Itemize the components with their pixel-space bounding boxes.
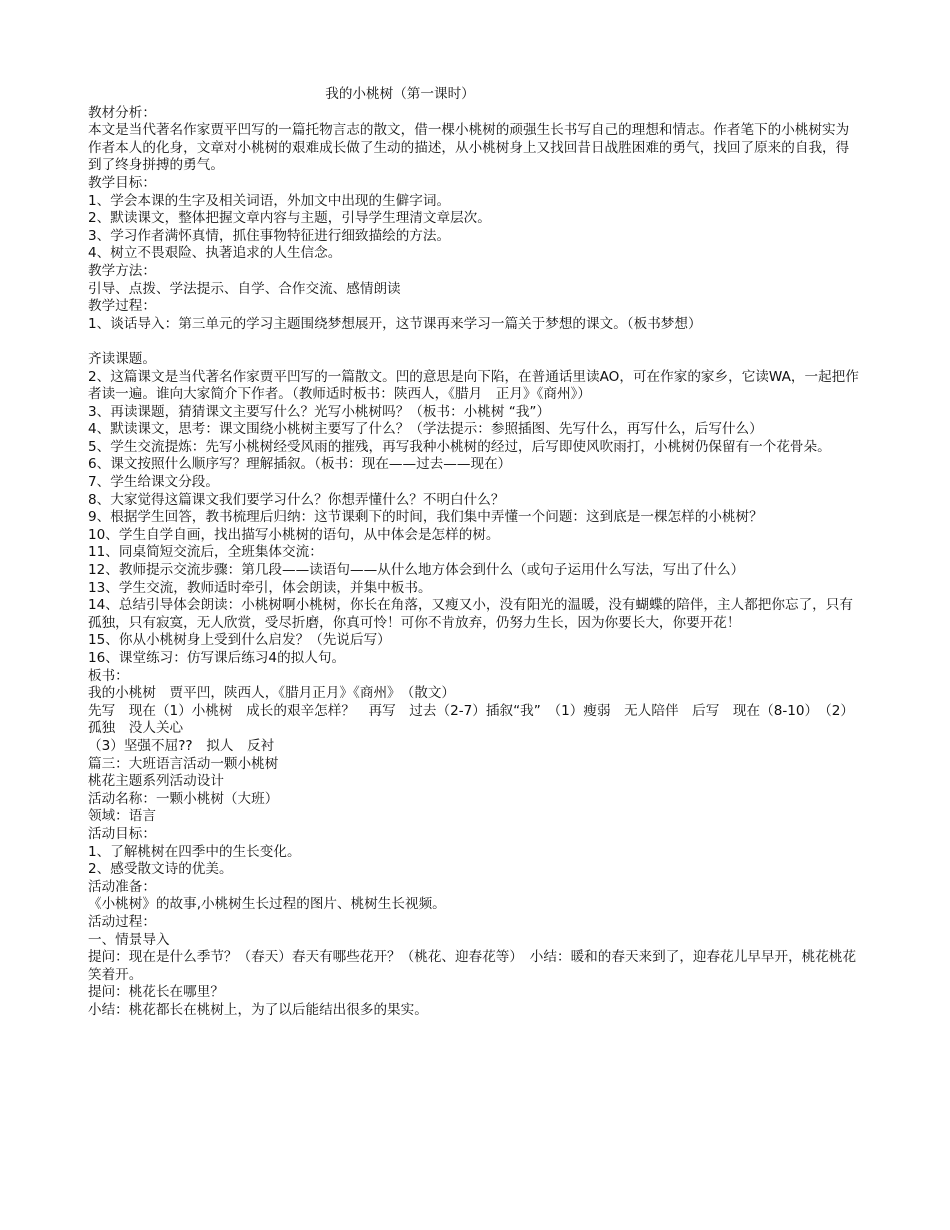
paragraph-line: 4、默读课文，思考：课文围绕小桃树主要写了什么？（学法提示：参照插图、先写什么，再写什么，后写什么） (88, 421, 763, 438)
paragraph-line: 教学目标： (88, 174, 156, 191)
paragraph-line: 1、了解桃树在四季中的生长变化。 (88, 843, 301, 860)
document-body (88, 105, 862, 1020)
paragraph-line: 齐读课题。 (88, 350, 156, 367)
paragraph-line: 13、学生交流，教师适时牵引，体会朗读，并集中板书。 (88, 579, 432, 596)
paragraph-line: 1、谈话导入：第三单元的学习主题围绕梦想展开，这节课再来学习一篇关于梦想的课文。（板书梦想） (88, 315, 702, 332)
paragraph-line: 一、情景导入 (88, 931, 170, 948)
paragraph-line: 16、课堂练习：仿写课后练习4的拟人句。 (88, 650, 346, 666)
paragraph-line: 4、树立不畏艰险、执著追求的人生信念。 (88, 245, 342, 262)
paragraph-line: 活动过程： (88, 913, 156, 930)
paragraph-line: 9、根据学生回答，教书梳理后归纳：这节课剩下的时间，我们集中弄懂一个问题：这到底是一棵怎样的小桃树？ (88, 509, 763, 526)
paragraph-line: 7、学生给课文分段。 (88, 474, 219, 491)
paragraph-line: 6、课文按照什么顺序写？理解插叙。（板书：现在——过去——现在） (88, 456, 512, 473)
paragraph-line: 11、同桌简短交流后，全班集体交流： (88, 544, 323, 561)
paragraph-line: 小结：桃花都长在桃树上，为了以后能结出很多的果实。 (88, 1001, 428, 1018)
paragraph-line: 5、学生交流提炼：先写小桃树经受风雨的摧残，再写我种小桃树的经过，后写即使风吹雨打，小桃树仍保留有一个花骨朵。 (88, 438, 831, 455)
paragraph-line: 8、大家觉得这篇课文我们要学习什么？你想弄懂什么？不明白什么？ (88, 491, 505, 508)
paragraph-line: 提问：现在是什么季节？（春天）春天有哪些花开？（桃花、迎春花等） 小结：暖和的春天来到了，迎春花儿早早开，桃花桃花笑着开。 (88, 949, 857, 983)
paragraph-line: 教学方法： (88, 262, 156, 279)
paragraph-line: 领域：语言 (88, 808, 156, 825)
paragraph-line: 3、学习作者满怀真情，抓住事物特征进行细致描绘的方法。 (88, 227, 451, 244)
paragraph-line: 提问：桃花长在哪里？ (88, 984, 224, 1001)
paragraph-line: 2、感受散文诗的优美。 (88, 861, 233, 878)
paragraph-line: 活动目标： (88, 825, 156, 842)
paragraph-line: 10、学生自学自画，找出描写小桃树的语句，从中体会是怎样的树。 (88, 526, 500, 543)
paragraph-line: 活动准备： (88, 878, 156, 895)
paragraph-line: 篇三：大班语言活动一颗小桃树 (88, 755, 279, 772)
paragraph-line: 教学过程： (88, 298, 156, 315)
paragraph-line: 《小桃树》的故事,小桃树生长过程的图片、桃树生长视频。 (88, 896, 446, 913)
paragraph-line: 我的小桃树 贾平凹，陕西人，《腊月正月》《商州》 （散文） (88, 685, 456, 702)
paragraph-line: 2、默读课文，整体把握文章内容与主题，引导学生理清文章层次。 (88, 210, 491, 227)
paragraph-line: 先写 现在（1）小桃树 成长的艰辛怎样？ 再写 过去（2-7）插叙“我” （1）瘦弱 无人陪伴 后写 现在（8-10） （2）孤独 没人关心 (88, 702, 854, 737)
document-title: 我的小桃树（第一课时） (325, 86, 475, 102)
paragraph-line: 14、总结引导体会朗读：小桃树啊小桃树，你长在角落，又瘦又小，没有阳光的温暖，没有蝴蝶的陪伴，主人都把你忘了，只有孤独，只有寂寞，无人欣赏，受尽折磨，你真可怜！可你不肯放弃，仍努力生长，因为你要长大，你要开花！ (88, 597, 853, 631)
paragraph-line: 引导、点拨、学法提示、自学、合作交流、感情朗读 (88, 280, 401, 297)
blank-line (88, 333, 862, 351)
paragraph-line: 15、你从小桃树身上受到什么启发？（先说后写） (88, 632, 391, 649)
document-page (88, 86, 862, 1019)
paragraph-line: 3、再读课题，猜猜课文主要写什么？光写小桃树吗？（板书：小桃树 “我”） (88, 403, 551, 420)
paragraph-line: 2、这篇课文是当代著名作家贾平凹写的一篇散文。凹的意思是向下陷，在普通话里读AO，可在作家的家乡，它读WA，一起把作者读一遍。谁向大家简介下作者。（教师适时板书：陕西人，《腊月 正月》《商州》） (88, 368, 859, 403)
paragraph-line: 板书： (88, 667, 129, 684)
paragraph-line: 桃花主题系列活动设计 (88, 773, 224, 790)
paragraph-line: 1、学会本课的生字及相关词语，外加文中出现的生僻字词。 (88, 192, 451, 209)
paragraph-line: 12、教师提示交流步骤：第几段——读语句——从什么地方体会到什么（或句子运用什么写法，写出了什么） (88, 562, 745, 579)
paragraph-line: 教材分析： (88, 104, 156, 121)
paragraph-line: 本文是当代著名作家贾平凹写的一篇托物言志的散文，借一棵小桃树的顽强生长书写自己的理想和情志。作者笔下的小桃树实为作者本人的化身，文章对小桃树的艰难成长做了生动的描述，从小桃树身上又找回昔日战胜困难的勇气，找回了原来的自我，得到了终身拼搏的勇气。 (88, 122, 850, 174)
paragraph-line: 活动名称：一颗小桃树（大班） (88, 790, 279, 807)
paragraph-line: （3）坚强不屈?? 拟人 反衬 (88, 737, 275, 754)
